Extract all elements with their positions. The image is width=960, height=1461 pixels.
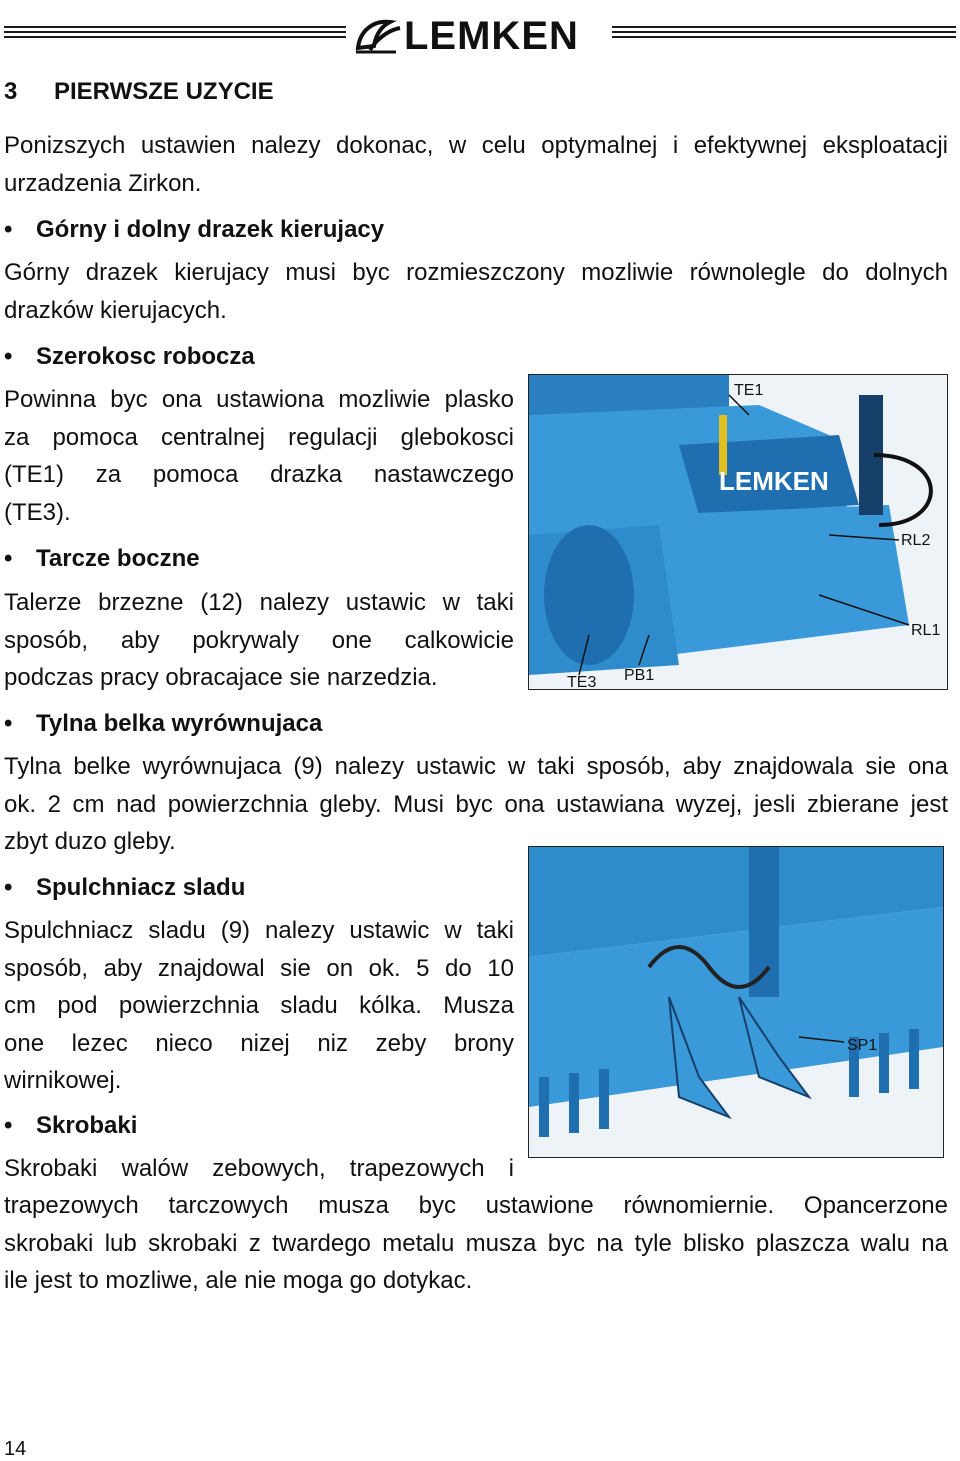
bullet-heading-drazek: • Górny i dolny drazek kierujacy	[4, 214, 384, 246]
label-sp1: SP1	[847, 1037, 878, 1054]
label-rl1: RL1	[911, 622, 941, 639]
figure-track-loosener	[528, 846, 944, 1158]
lemken-logo	[352, 14, 610, 58]
bullet-dot-icon: •	[4, 710, 13, 737]
loosener-illustration	[529, 847, 943, 1157]
paragraph-line: Talerze brzezne (12) nalezy ustawic w taki	[4, 589, 514, 616]
bullet-dot-icon: •	[4, 1112, 13, 1139]
paragraph-line: Górny drazek kierujacy musi byc rozmieszczony mozliwie równolegle do dolnych	[4, 259, 948, 286]
paragraph-line: sposób, aby pokrywaly one calkowicie	[4, 626, 514, 654]
page-number: 14	[4, 1438, 27, 1460]
paragraph-line: za pomoca centralnej regulacji glebokosci	[4, 423, 514, 451]
paragraph-drazek	[4, 254, 948, 329]
paragraph-line: trapezowych tarczowych musza byc ustawione równomiernie. Opancerzone	[4, 1192, 948, 1219]
paragraph-line: ile jest to mozliwe, ale nie moga go dotykac.	[4, 1267, 473, 1294]
bullet-heading-skrobaki: • Skrobaki	[4, 1110, 137, 1142]
bullet-heading-spulchniacz: • Spulchniacz sladu	[4, 872, 245, 904]
section-title-text: PIERWSZE UZYCIE	[54, 78, 274, 105]
paragraph-line: Spulchniacz sladu (9) nalezy ustawic w taki	[4, 917, 514, 944]
bullet-dot-icon: •	[4, 874, 13, 901]
label-rl2: RL2	[901, 532, 931, 549]
page-header	[0, 14, 960, 58]
paragraph-line: (TE1) za pomoca drazka nastawczego	[4, 461, 514, 488]
paragraph-line: skrobaki lub skrobaki z twardego metalu musza byc na tyle blisko plaszcza walu na	[4, 1229, 948, 1257]
paragraph-line: one lezec nieco nizej niz zeby brony	[4, 1029, 514, 1057]
intro-line: Ponizszych ustawien nalezy dokonac, w celu optymalnej i efektywnej eksploatacji	[4, 132, 948, 159]
paragraph-line: cm pod powierzchnia sladu kólka. Musza	[4, 992, 514, 1019]
paragraph-tarcze	[4, 584, 514, 697]
figure-machine-depth-control	[528, 374, 948, 690]
section-title	[4, 78, 274, 106]
bullet-dot-icon: •	[4, 216, 13, 243]
label-te1: TE1	[734, 382, 764, 399]
bullet-dot-icon: •	[4, 343, 13, 370]
paragraph-szerokosc	[4, 381, 514, 531]
lemken-emblem-icon	[352, 16, 404, 56]
bullet-dot-icon: •	[4, 545, 13, 572]
paragraph-line: Skrobaki walów zebowych, trapezowych i	[4, 1155, 514, 1182]
label-te3: TE3	[567, 674, 597, 689]
paragraph-line: (TE3).	[4, 498, 71, 526]
section-number: 3	[4, 78, 18, 105]
machine-illustration	[529, 375, 947, 689]
label-pb1: PB1	[624, 667, 655, 684]
bullet-heading-tarcze: • Tarcze boczne	[4, 543, 200, 575]
paragraph-belka	[4, 748, 948, 861]
paragraph-line: sposób, aby znajdowal sie on ok. 5 do 10	[4, 954, 514, 982]
paragraph-line: ok. 2 cm nad powierzchnia gleby. Musi byc ona ustawiana wyzej, jesli zbierane jest	[4, 790, 948, 818]
figure-brand-text: LEMKEN	[719, 466, 829, 496]
paragraph-line: Powinna byc ona ustawiona mozliwie plasko	[4, 386, 514, 413]
brand-name: LEMKEN	[404, 14, 579, 58]
paragraph-line: zbyt duzo gleby.	[4, 828, 176, 855]
header-rule-left	[4, 26, 346, 46]
bullet-heading-szerokosc: • Szerokosc robocza	[4, 341, 255, 373]
bullet-heading-belka: • Tylna belka wyrównujaca	[4, 708, 322, 740]
paragraph-line: Tylna belke wyrównujaca (9) nalezy ustawic w taki sposób, aby znajdowala sie ona	[4, 753, 948, 780]
paragraph-spulchniacz	[4, 912, 514, 1100]
paragraph-line: drazków kierujacych.	[4, 296, 227, 324]
intro-paragraph	[4, 127, 948, 202]
intro-line: urzadzenia Zirkon.	[4, 169, 202, 197]
header-rule-right	[612, 26, 956, 46]
paragraph-line: podczas pracy obracajace sie narzedzia.	[4, 664, 438, 691]
paragraph-skrobaki-rest	[4, 1187, 948, 1300]
paragraph-line: wirnikowej.	[4, 1067, 122, 1094]
paragraph-skrobaki-first	[4, 1150, 514, 1188]
